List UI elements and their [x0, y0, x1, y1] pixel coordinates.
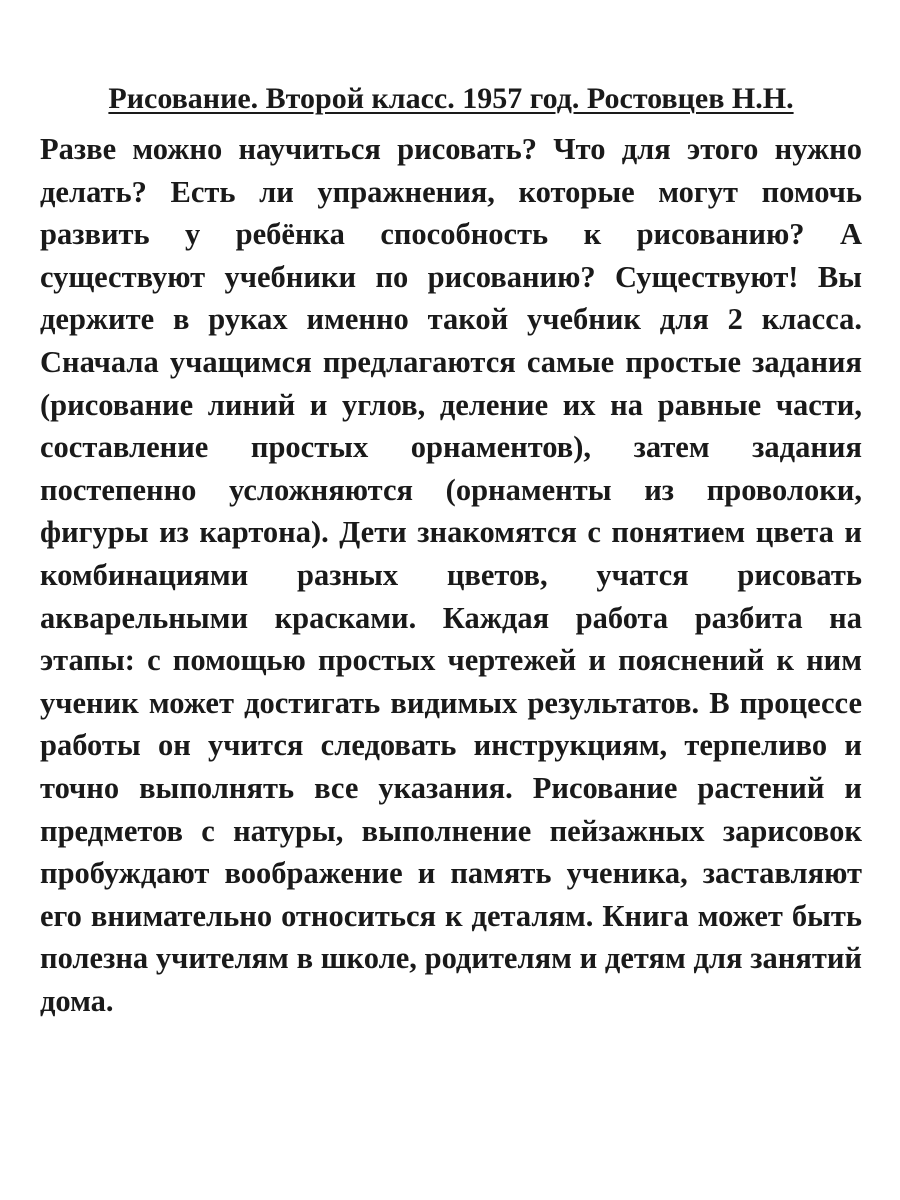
- document-title-text: Рисование. Второй класс. 1957 год. Ростовцев Н.Н.: [108, 82, 794, 115]
- document-title: [40, 78, 862, 120]
- document-description: Разве можно научиться рисовать? Что для этого нужно делать? Есть ли упражнения, которые могут помочь развить у ребёнка способность к рисованию? А существуют учебники по рисованию? Существуют! Вы держите в руках именно такой учебник для 2 класса. Сначала учащимся предлагаются самые простые задания (рисование линий и углов, деление их на равные части, составление простых орнаментов), затем задания постепенно усложняются (орнаменты из проволоки, фигуры из картона). Дети знакомятся с понятием цвета и комбинациями разных цветов, учатся рисовать акварельными красками. Каждая работа разбита на этапы: с помощью простых чертежей и пояснений к ним ученик может достигать видимых результатов. В процессе работы он учится следовать инструкциям, терпеливо и точно выполнять все указания. Рисование растений и предметов с натуры, выполнение пейзажных зарисовок пробуждают воображение и память ученика, заставляют его внимательно относиться к деталям. Книга может быть полезна учителям в школе, родителям и детям для занятий дома.: [40, 132, 862, 1018]
- document-page: [40, 78, 862, 1022]
